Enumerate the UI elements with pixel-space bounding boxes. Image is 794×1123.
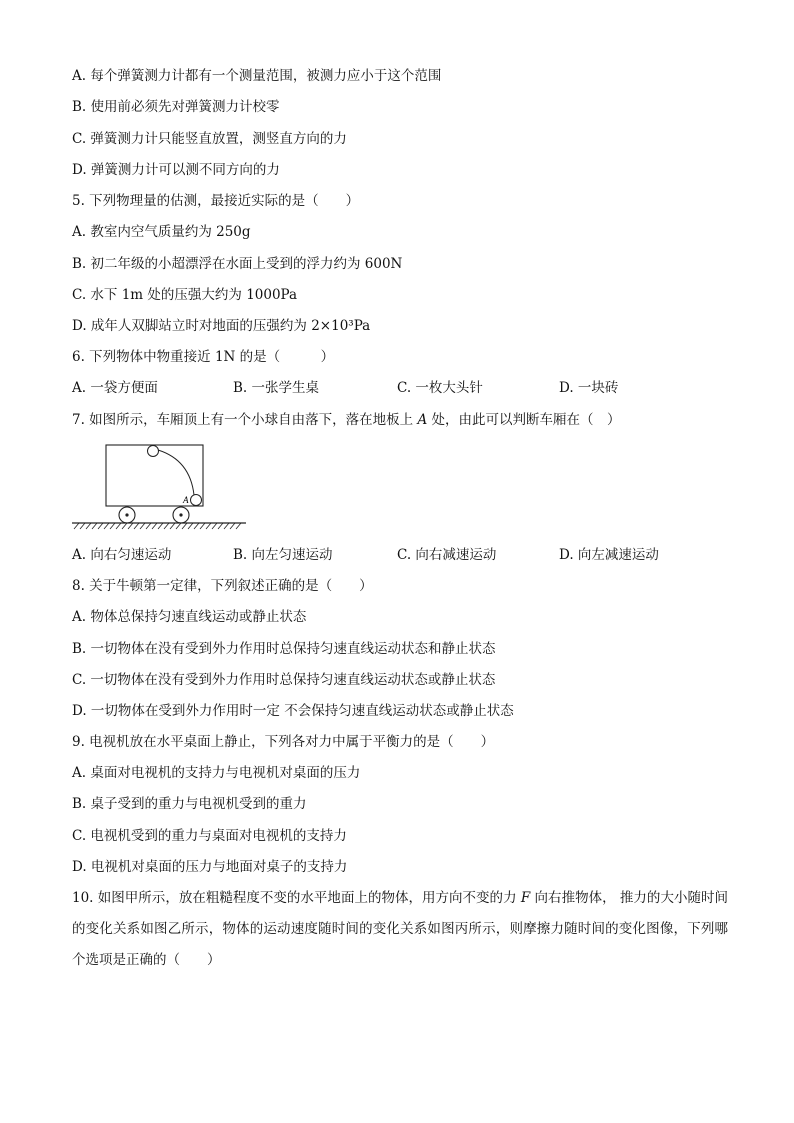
q7-stem-before: 7. 如图所示，车厢顶上有一个小球自由落下，落在地板上	[72, 412, 418, 428]
q7-option-b: B. 向左匀速运动	[233, 547, 333, 563]
q10-stem	[72, 883, 728, 976]
q4-option-b: B. 使用前必须先对弹簧测力计校零	[72, 99, 280, 115]
q4-option-c: C. 弹簧测力计只能竖直放置，测竖直方向的力	[72, 131, 347, 147]
q5-option-d: D. 成年人双脚站立时对地面的压强约为 2×10³Pa	[72, 318, 371, 334]
q9-stem: 9. 电视机放在水平桌面上静止，下列各对力中属于平衡力的是（ ）	[72, 734, 495, 750]
q7-options	[72, 545, 732, 565]
q8-stem: 8. 关于牛顿第一定律，下列叙述正确的是（ ）	[72, 578, 373, 594]
q7-carriage-figure	[70, 440, 250, 530]
point-a-label: A	[183, 495, 189, 505]
q10-stem-after: 向右推物体， 推力的大小随时间的变化关系如图乙所示，物体的运动速度随时间的变化关系如图丙所示，则摩擦力随时间的变化图像，下列哪个选项是正确的（ ）	[72, 890, 728, 968]
q9-option-c: C. 电视机受到的重力与桌面对电视机的支持力	[72, 828, 347, 844]
q8-option-d: D. 一切物体在受到外力作用时一定 不会保持匀速直线运动状态或静止状态	[72, 703, 514, 719]
q8-option-b: B. 一切物体在没有受到外力作用时总保持匀速直线运动状态和静止状态	[72, 641, 496, 657]
q7-option-a: A. 向右匀速运动	[72, 547, 172, 563]
q8-option-a: A. 物体总保持匀速直线运动或静止状态	[72, 609, 307, 625]
q4-option-a: A. 每个弹簧测力计都有一个测量范围，被测力应小于这个范围	[72, 68, 442, 84]
q6-option-b: B. 一张学生桌	[233, 380, 320, 396]
q10-stem-before: 10. 如图甲所示，放在粗糙程度不变的水平地面上的物体，用方向不变的力	[72, 890, 521, 906]
ground-hatching	[74, 523, 241, 529]
q7-stem-after: 处，由此可以判断车厢在（ ）	[427, 412, 621, 428]
wheel-left-axle	[125, 513, 128, 516]
q6-option-a: A. 一袋方便面	[72, 380, 158, 396]
q5-stem: 5. 下列物理量的估测，最接近实际的是（ ）	[72, 193, 360, 209]
trajectory-curve	[158, 450, 194, 495]
q6-option-d: D. 一块砖	[559, 380, 619, 396]
q7-stem	[72, 410, 621, 430]
q6-option-c: C. 一枚大头针	[397, 380, 483, 396]
q9-option-d: D. 电视机对桌面的压力与地面对桌子的支持力	[72, 859, 348, 875]
ball-landed	[191, 495, 202, 506]
q6-options	[72, 378, 732, 398]
q10-stem-var: F	[520, 890, 531, 906]
q7-option-d: D. 向左减速运动	[559, 547, 659, 563]
q5-option-c: C. 水下 1m 处的压强大约为 1000Pa	[72, 287, 298, 303]
q4-option-d: D. 弹簧测力计可以测不同方向的力	[72, 162, 280, 178]
q5-option-a: A. 教室内空气质量约为 250g	[72, 224, 251, 240]
ball-top	[148, 446, 159, 457]
q7-option-c: C. 向右减速运动	[397, 547, 497, 563]
q5-option-b: B. 初二年级的小超漂浮在水面上受到的浮力约为 600N	[72, 256, 403, 272]
q7-stem-var: A	[417, 412, 428, 428]
q9-option-b: B. 桌子受到的重力与电视机受到的重力	[72, 796, 307, 812]
q9-option-a: A. 桌面对电视机的支持力与电视机对桌面的压力	[72, 765, 361, 781]
wheel-right-axle	[179, 513, 182, 516]
q8-option-c: C. 一切物体在没有受到外力作用时总保持匀速直线运动状态或静止状态	[72, 672, 496, 688]
q6-stem: 6. 下列物体中物重接近 1N 的是（ ）	[72, 349, 335, 365]
